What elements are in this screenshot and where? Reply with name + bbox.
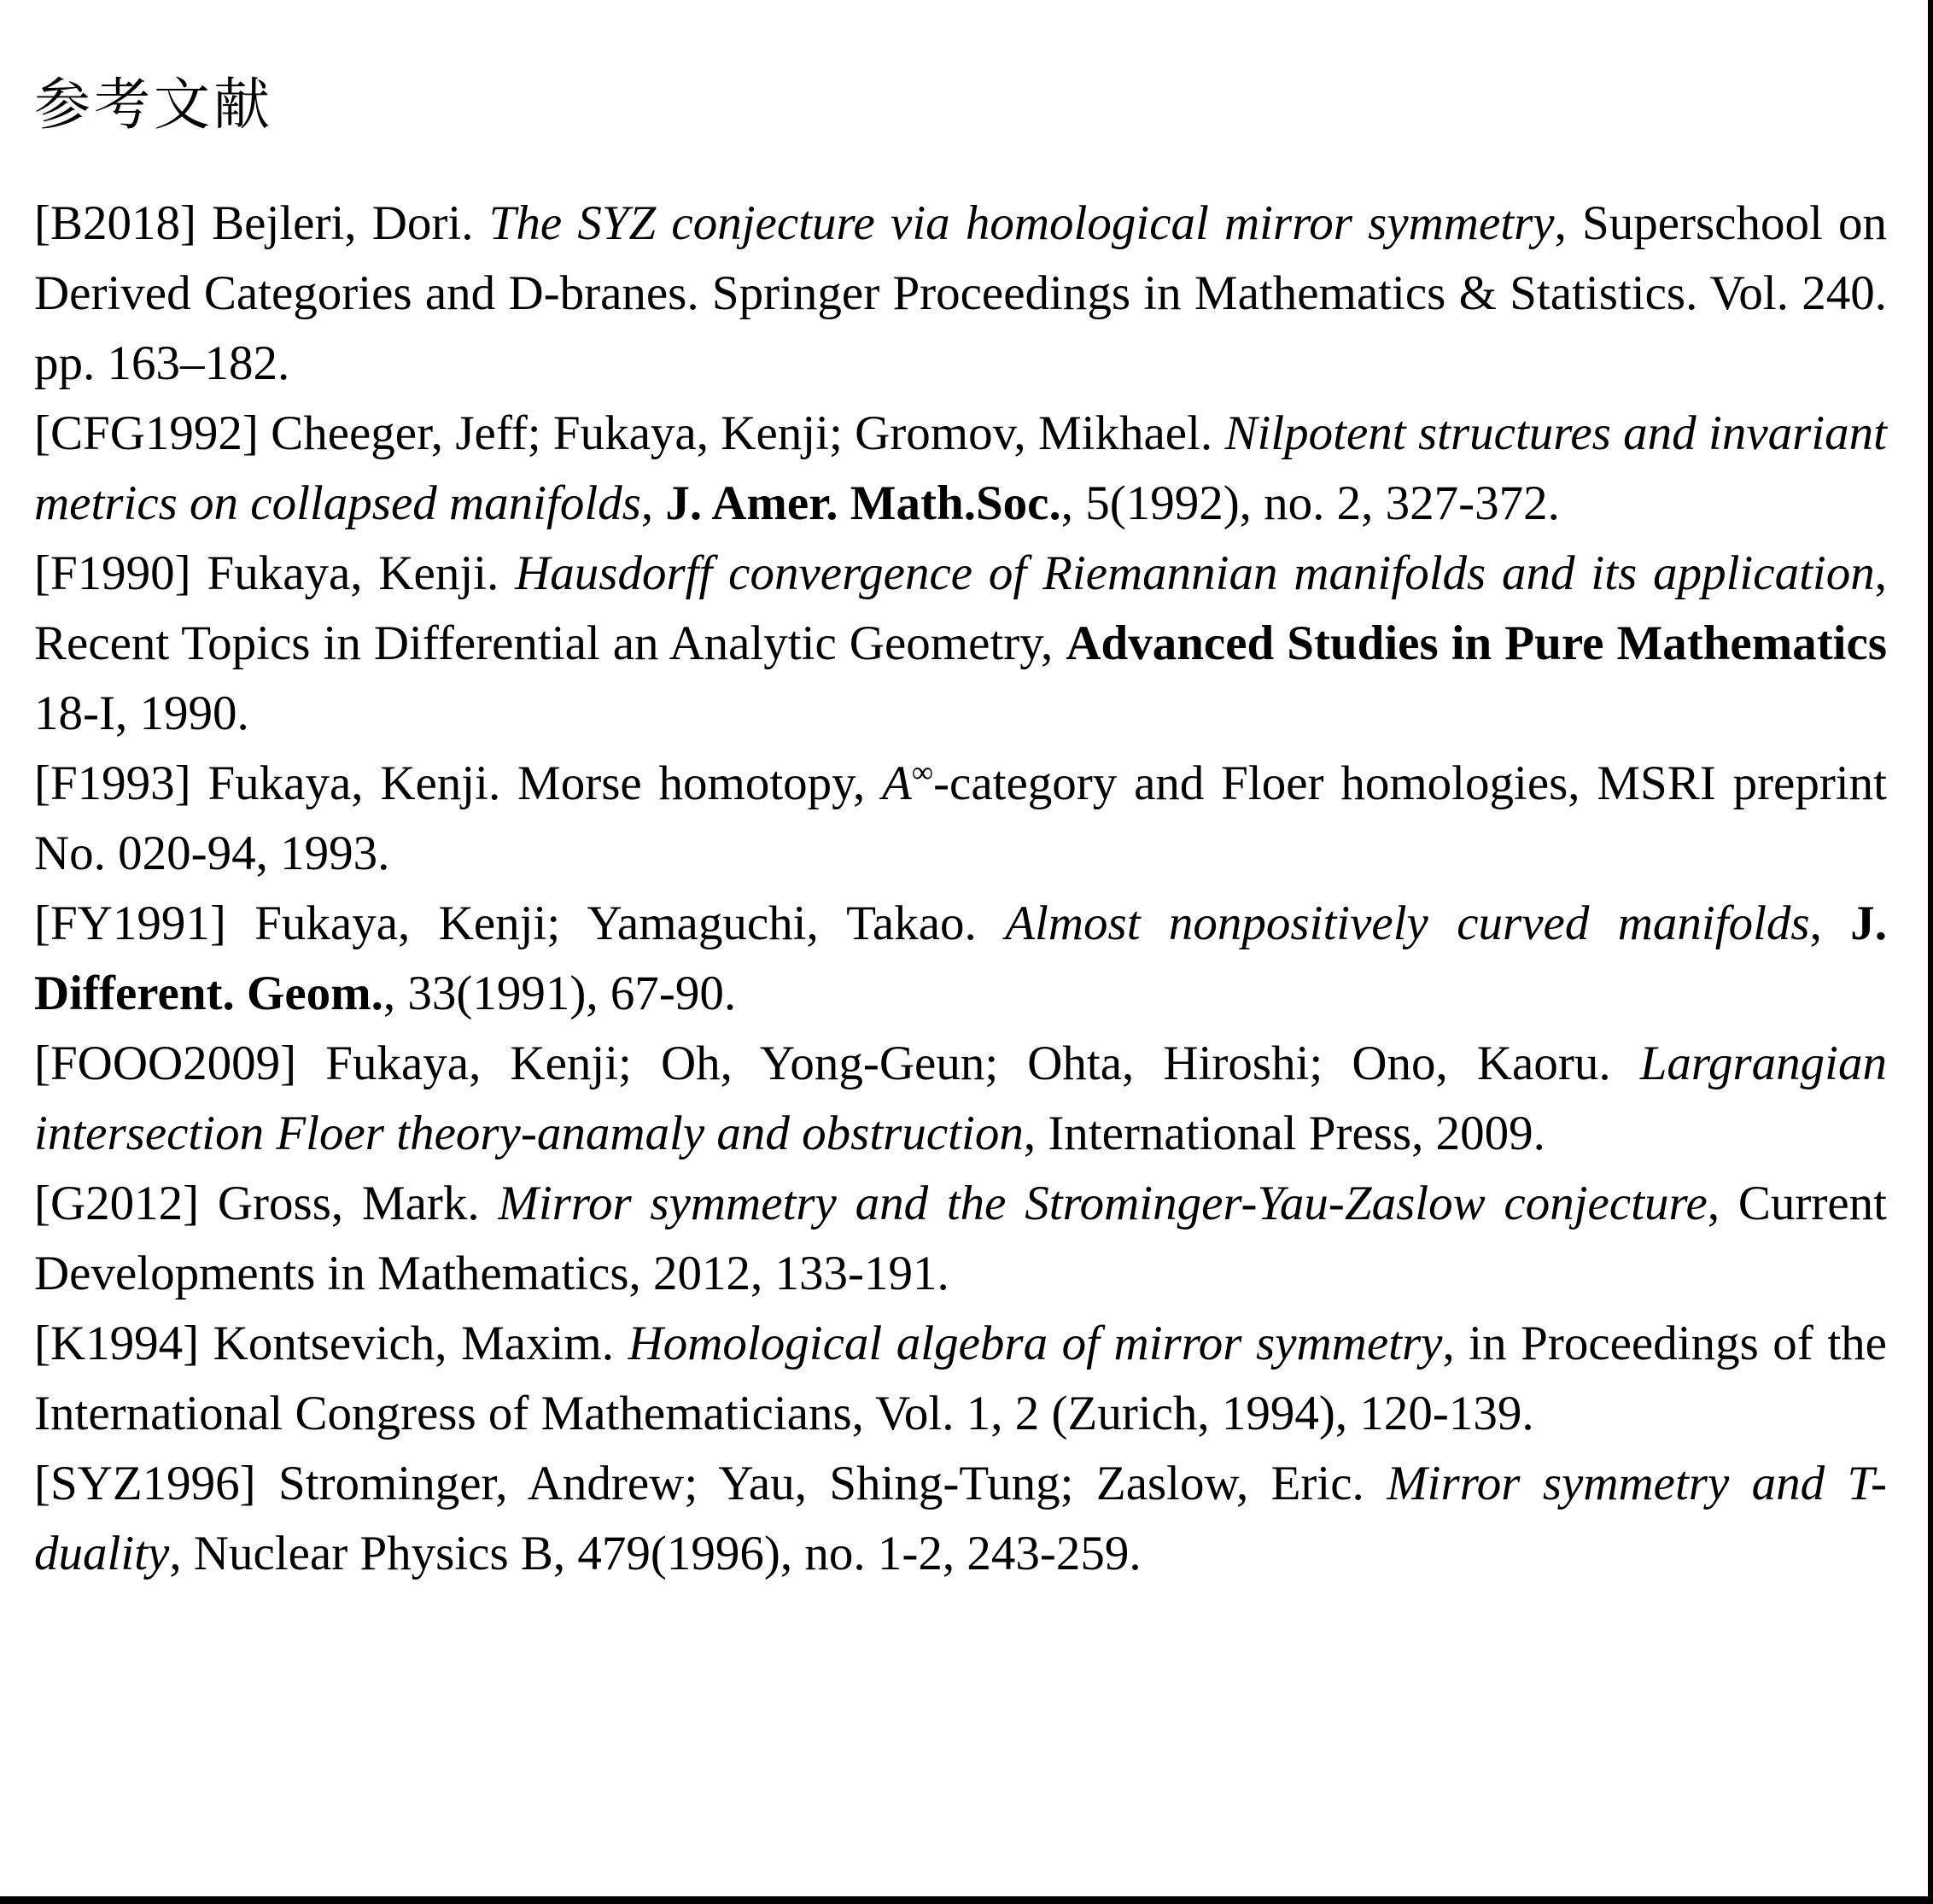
- references-heading: 参考文献: [34, 74, 273, 137]
- ref-citation-text: , Nuclear Physics B, 479(1996), no. 1-2, 243-259.: [169, 1527, 1142, 1581]
- ref-journal-bold: Advanced Studies in Pure Mathematics: [1066, 616, 1888, 671]
- ref-citation-text: [FY1991] Fukaya, Kenji; Yamaguchi, Takao.: [34, 897, 1006, 951]
- ref-citation-text: [FOOO2009] Fukaya, Kenji; Oh, Yong-Geun; Ohta, Hiroshi; Ono, Kaoru.: [34, 1037, 1640, 1091]
- page-edge-right-bar: [1928, 0, 1933, 1904]
- reference-entry-B2018: [34, 189, 1887, 399]
- ref-citation-text: , Recent Topics in Differential an Analytic Geometry,: [34, 546, 1887, 671]
- ref-title-italic: The SYZ conjecture via homological mirror symmetry: [488, 196, 1555, 251]
- reference-entry-FOOO2009: [34, 1029, 1887, 1169]
- ref-math-symbol: A: [882, 756, 912, 811]
- ref-title-italic: Mirror symmetry and T-duality: [34, 1457, 1887, 1581]
- ref-citation-text: [B2018] Bejleri, Dori.: [34, 196, 489, 251]
- ref-citation-text: , 5(1992), no. 2, 327-372.: [1060, 476, 1560, 531]
- reference-entry-G2012: [34, 1169, 1887, 1309]
- ref-title-italic: Almost nonpositively curved manifolds: [1005, 897, 1810, 951]
- ref-title-italic: Mirror symmetry and the Strominger-Yau-Zaslow conjecture: [498, 1177, 1708, 1231]
- ref-citation-text: 18-I, 1990.: [34, 686, 249, 741]
- reference-entry-F1990: [34, 539, 1887, 749]
- ref-citation-text: ,: [640, 476, 666, 531]
- ref-citation-text: , Superschool on Derived Categories and D-branes. Springer Proceedings in Mathematics & Statistics. Vol. 240. pp. 163–182.: [34, 196, 1887, 391]
- ref-citation-text: , International Press, 2009.: [1023, 1107, 1545, 1161]
- ref-citation-text: [K1994] Kontsevich, Maxim.: [34, 1317, 628, 1371]
- ref-infinity-superscript: ∞: [911, 756, 934, 790]
- ref-title-italic: Nilpotent structures and invariant metrics on collapsed manifolds: [34, 406, 1887, 531]
- ref-citation-text: [F1990] Fukaya, Kenji.: [34, 546, 516, 601]
- ref-journal-bold: J. Amer. Math.Soc.: [665, 476, 1061, 531]
- ref-citation-text: [G2012] Gross, Mark.: [34, 1177, 499, 1231]
- reference-entry-FY1991: [34, 889, 1887, 1029]
- reference-entry-K1994: [34, 1309, 1887, 1449]
- ref-citation-text: -category and Floer homologies, MSRI preprint No. 020-94, 1993.: [34, 756, 1888, 881]
- ref-citation-text: ,: [1809, 897, 1851, 951]
- ref-citation-text: , Current Developments in Mathematics, 2012, 133-191.: [34, 1177, 1887, 1301]
- ref-citation-text: [F1993] Fukaya, Kenji. Morse homotopy,: [34, 756, 883, 811]
- ref-citation-text: [SYZ1996] Strominger, Andrew; Yau, Shing-Tung; Zaslow, Eric.: [34, 1457, 1387, 1511]
- reference-entry-F1993: [34, 749, 1887, 889]
- ref-citation-text: , 33(1991), 67-90.: [383, 967, 737, 1021]
- ref-title-italic: Hausdorff convergence of Riemannian manifolds and its application: [515, 546, 1875, 601]
- reference-entry-CFG1992: [34, 399, 1887, 539]
- ref-title-italic: Homological algebra of mirror symmetry: [628, 1317, 1443, 1371]
- reference-entry-SYZ1996: [34, 1449, 1887, 1589]
- reference-list: [34, 189, 1887, 1589]
- ref-journal-bold: J. Different. Geom.: [34, 897, 1887, 1021]
- page-edge-bottom-bar: [0, 1896, 1933, 1904]
- ref-citation-text: [CFG1992] Cheeger, Jeff; Fukaya, Kenji; Gromov, Mikhael.: [34, 406, 1225, 461]
- ref-title-italic: Largrangian intersection Floer theory-anamaly and obstruction: [34, 1037, 1887, 1161]
- ref-citation-text: , in Proceedings of the International Congress of Mathematicians, Vol. 1, 2 (Zurich, 1994), 120-139.: [34, 1317, 1887, 1441]
